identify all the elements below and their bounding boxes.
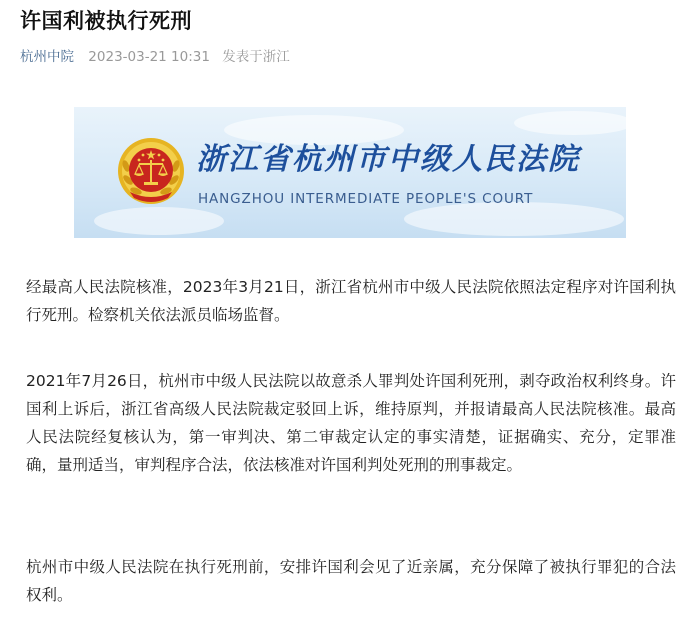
banner-cloud bbox=[514, 111, 626, 135]
court-name-english: HANGZHOU INTERMEDIATE PEOPLE'S COURT bbox=[198, 191, 534, 207]
article-paragraph-1: 经最高人民法院核准，2023年3月21日，浙江省杭州市中级人民法院依照法定程序对许国利执行死刑。检察机关依法派员临场监督。 bbox=[26, 278, 676, 324]
court-banner-image bbox=[74, 107, 626, 238]
article-paragraph-3: 杭州市中级人民法院在执行死刑前，安排许国利会见了近亲属，充分保障了被执行罪犯的合法权利。 bbox=[26, 558, 676, 604]
court-emblem-icon bbox=[116, 136, 186, 206]
article-title: 许国利被执行死刑 bbox=[20, 9, 192, 33]
court-name-chinese: 浙江省杭州市中级人民法院 bbox=[196, 142, 580, 177]
article-paragraph-2: 2021年7月26日，杭州市中级人民法院以故意杀人罪判处许国利死刑，剥夺政治权利终身。许国利上诉后，浙江省高级人民法院裁定驳回上诉，维持原判，并报请最高人民法院核准。最高人民法院经复核认为，第一审判决、第二审裁定认定的事实清楚，证据确实、充分，定罪准确，量刑适当，审判程序合法，依法核准对许国利判处死刑的刑事裁定。 bbox=[26, 372, 676, 474]
article-location: 发表于浙江 bbox=[222, 49, 290, 65]
article-source-link[interactable]: 杭州中院 bbox=[20, 49, 74, 65]
article-meta bbox=[20, 47, 290, 67]
banner-cloud bbox=[94, 207, 224, 235]
article-time: 2023-03-21 10:31 bbox=[88, 49, 210, 65]
